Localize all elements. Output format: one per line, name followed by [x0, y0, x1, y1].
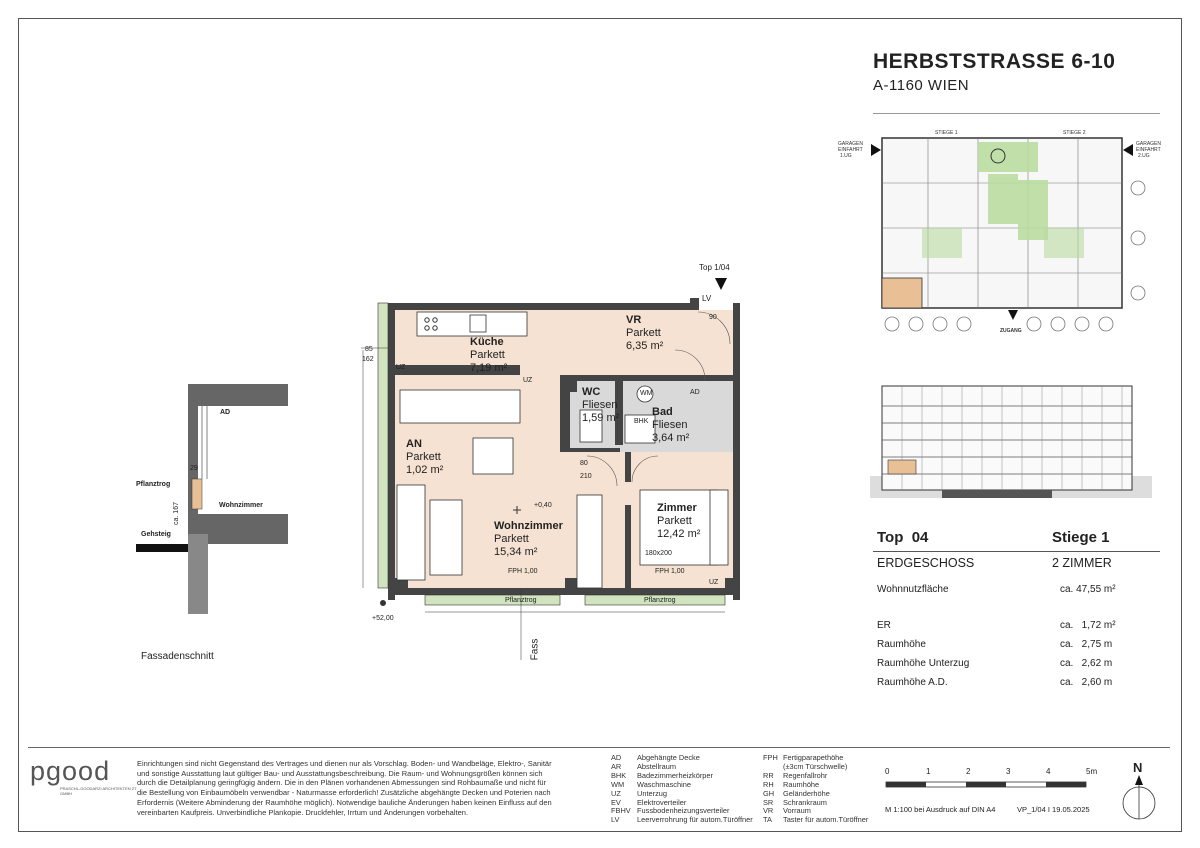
label-bed: 180x200	[645, 550, 672, 557]
garage-left-3: 1.UG	[840, 153, 852, 159]
label-dim-90: 90	[709, 314, 717, 321]
label-pflanztrog-2: Pflanztrog	[644, 597, 676, 604]
plan-id: VP_1/04 I 19.05.2025	[1017, 805, 1090, 814]
row-label-0: Wohnnutzfläche	[877, 584, 949, 595]
logo: pgood	[30, 756, 111, 786]
room-vr: VR Parkett 6,35 m²	[626, 314, 664, 352]
row-label-3: Raumhöhe Unterzug	[877, 658, 970, 669]
room-an: AN Parkett 1,02 m²	[406, 438, 444, 476]
label-fass: Fass	[529, 638, 541, 661]
section-wohnzimmer: Wohnzimmer	[219, 502, 263, 509]
label-ad: AD	[690, 389, 700, 396]
unit-divider	[873, 551, 1160, 552]
label-dim-162: 162	[362, 356, 374, 363]
scale-note: M 1:100 bei Ausdruck auf DIN A4	[885, 805, 996, 814]
scale-tick-1: 1	[926, 767, 931, 776]
room-zimmer: Zimmer Parkett 12,42 m²	[657, 502, 701, 540]
elevation-highlight-unit	[888, 460, 916, 474]
elevation-drawing	[870, 378, 1152, 498]
project-address: A-1160 WIEN	[873, 77, 970, 94]
label-fph-2: FPH 1,00	[655, 568, 685, 575]
disclaimer: Einrichtungen sind nicht Gegenstand des Vertrages und dienen nur als Vorschlag. Boden- und Wandbeläge, Elektro-, Sanitär und sonstige Ausstattung laut gültiger Bau- und Ausstattungsbeschreibung. Die Raum- und Wohnungsgrößen können sich durch die Detailplanung geringfügig ändern. Die in den Plänen vorhandenen Abmessungen sind Rohbaumaße und nicht für die Bestellung von Einbaumöbeln verwendbar - Naturmasse erforderlich! Zusätzliche abgehängte Decken und Poterien nach Erfordernis (Weitere Abminderung der Raumhöhe möglich). Notwendige bauliche Änderungen haben keinen Einfluss auf den vereinbarten Kaufpreis. Unverbindliche Plankopie. Druckfehler, Irrtum und Änderungen vorbehalten.	[137, 759, 552, 817]
section-caption: Fassadenschnitt	[141, 651, 214, 662]
scale-bar	[884, 778, 1094, 792]
site-stiege-1: STIEGE 1	[935, 130, 958, 136]
north-arrow-icon	[1120, 773, 1160, 823]
facade-section	[136, 384, 296, 614]
unit-top-label: Top	[877, 529, 904, 546]
room-wc: WC Fliesen 1,59 m²	[582, 386, 620, 424]
room-kueche: Küche Parkett 7,19 m²	[470, 336, 508, 374]
label-uz-2: UZ	[523, 377, 533, 384]
section-dim-167: ca. 167	[172, 502, 180, 525]
section-gehsteig: Gehsteig	[141, 531, 171, 538]
label-elev-floor: +0,40	[534, 502, 552, 509]
plan-lv: LV	[702, 294, 712, 303]
label-dim-80: 80	[580, 460, 588, 467]
site-zugang: ZUGANG	[1000, 328, 1022, 334]
row-value-2: ca. 2,75 m	[1060, 639, 1113, 650]
project-title: HERBSTSTRASSE 6-10	[873, 50, 1116, 73]
header-divider	[873, 113, 1160, 114]
label-dim-85: 85	[365, 346, 373, 353]
unit-floor: ERDGESCHOSS	[877, 556, 975, 570]
room-bad: Bad Fliesen 3,64 m²	[652, 406, 690, 444]
scale-tick-4: 4	[1046, 767, 1051, 776]
abbr-right: FPH Fertigparapethöhe (±3cm Türschwelle) RR Regenfallrohr RH Raumhöhe GH Geländerhöhe SR Schrankraum VR Vorraum TA Taster für autom.Türöffner	[763, 753, 869, 825]
section-ad: AD	[220, 409, 231, 416]
garage-right-3: 2.UG	[1138, 153, 1150, 159]
scale-tick-2: 2	[966, 767, 971, 776]
row-label-1: ER	[877, 620, 891, 631]
garage-left-1: GARAGEN	[838, 141, 864, 147]
label-uz-1: UZ	[396, 364, 406, 371]
label-pflanztrog-1: Pflanztrog	[505, 597, 537, 604]
row-value-0: ca. 47,55 m²	[1060, 584, 1116, 595]
scale-tick-0: 0	[885, 767, 890, 776]
scale-tick-3: 3	[1006, 767, 1011, 776]
label-elev-out: +52,00	[372, 615, 394, 622]
plan-top-marker: Top 1/04	[699, 263, 730, 272]
label-wm: WM	[640, 390, 653, 397]
row-label-2: Raumhöhe	[877, 639, 926, 650]
site-highlight-unit	[882, 278, 922, 308]
room-wohnzimmer: Wohnzimmer Parkett 15,34 m²	[494, 520, 563, 558]
label-bhk: BHK	[634, 418, 649, 425]
garage-right-1: GARAGEN	[1136, 141, 1162, 147]
section-dim-29: 29	[190, 465, 198, 472]
row-value-4: ca. 2,60 m	[1060, 677, 1113, 688]
label-dim-210: 210	[580, 473, 592, 480]
garage-left-2: EINFAHRT	[838, 147, 863, 153]
footer-divider	[28, 747, 1170, 748]
abbr-left: AD Abgehängte Decke AR Abstellraum BHK Badezimmerheizkörper WM Waschmaschine UZ Unterzug EV Elektroverteiler FBHV Fussbodenheizungsverteiler LV Leerverrohrung für autom.Türöffner	[611, 753, 753, 825]
unit-rooms: 2 ZIMMER	[1052, 556, 1112, 570]
north-label: N	[1133, 760, 1143, 775]
row-value-1: ca. 1,72 m²	[1060, 620, 1116, 631]
unit-top-number: 04	[911, 529, 929, 546]
garage-right-2: EINFAHRT	[1136, 147, 1161, 153]
row-value-3: ca. 2,62 m	[1060, 658, 1113, 669]
unit-stiege: Stiege 1	[1052, 529, 1110, 546]
logo-sub: PRASCHL-GOODARZI ARCHITEKTEN ZT GMBH	[60, 786, 137, 796]
site-plan	[838, 128, 1168, 338]
label-fph-1: FPH 1,00	[508, 568, 538, 575]
scale-tick-5: 5m	[1086, 767, 1098, 776]
label-uz-3: UZ	[709, 579, 719, 586]
site-stiege-2: STIEGE 2	[1063, 130, 1086, 136]
row-label-4: Raumhöhe A.D.	[877, 677, 948, 688]
section-pflanztrog: Pflanztrog	[136, 481, 171, 488]
